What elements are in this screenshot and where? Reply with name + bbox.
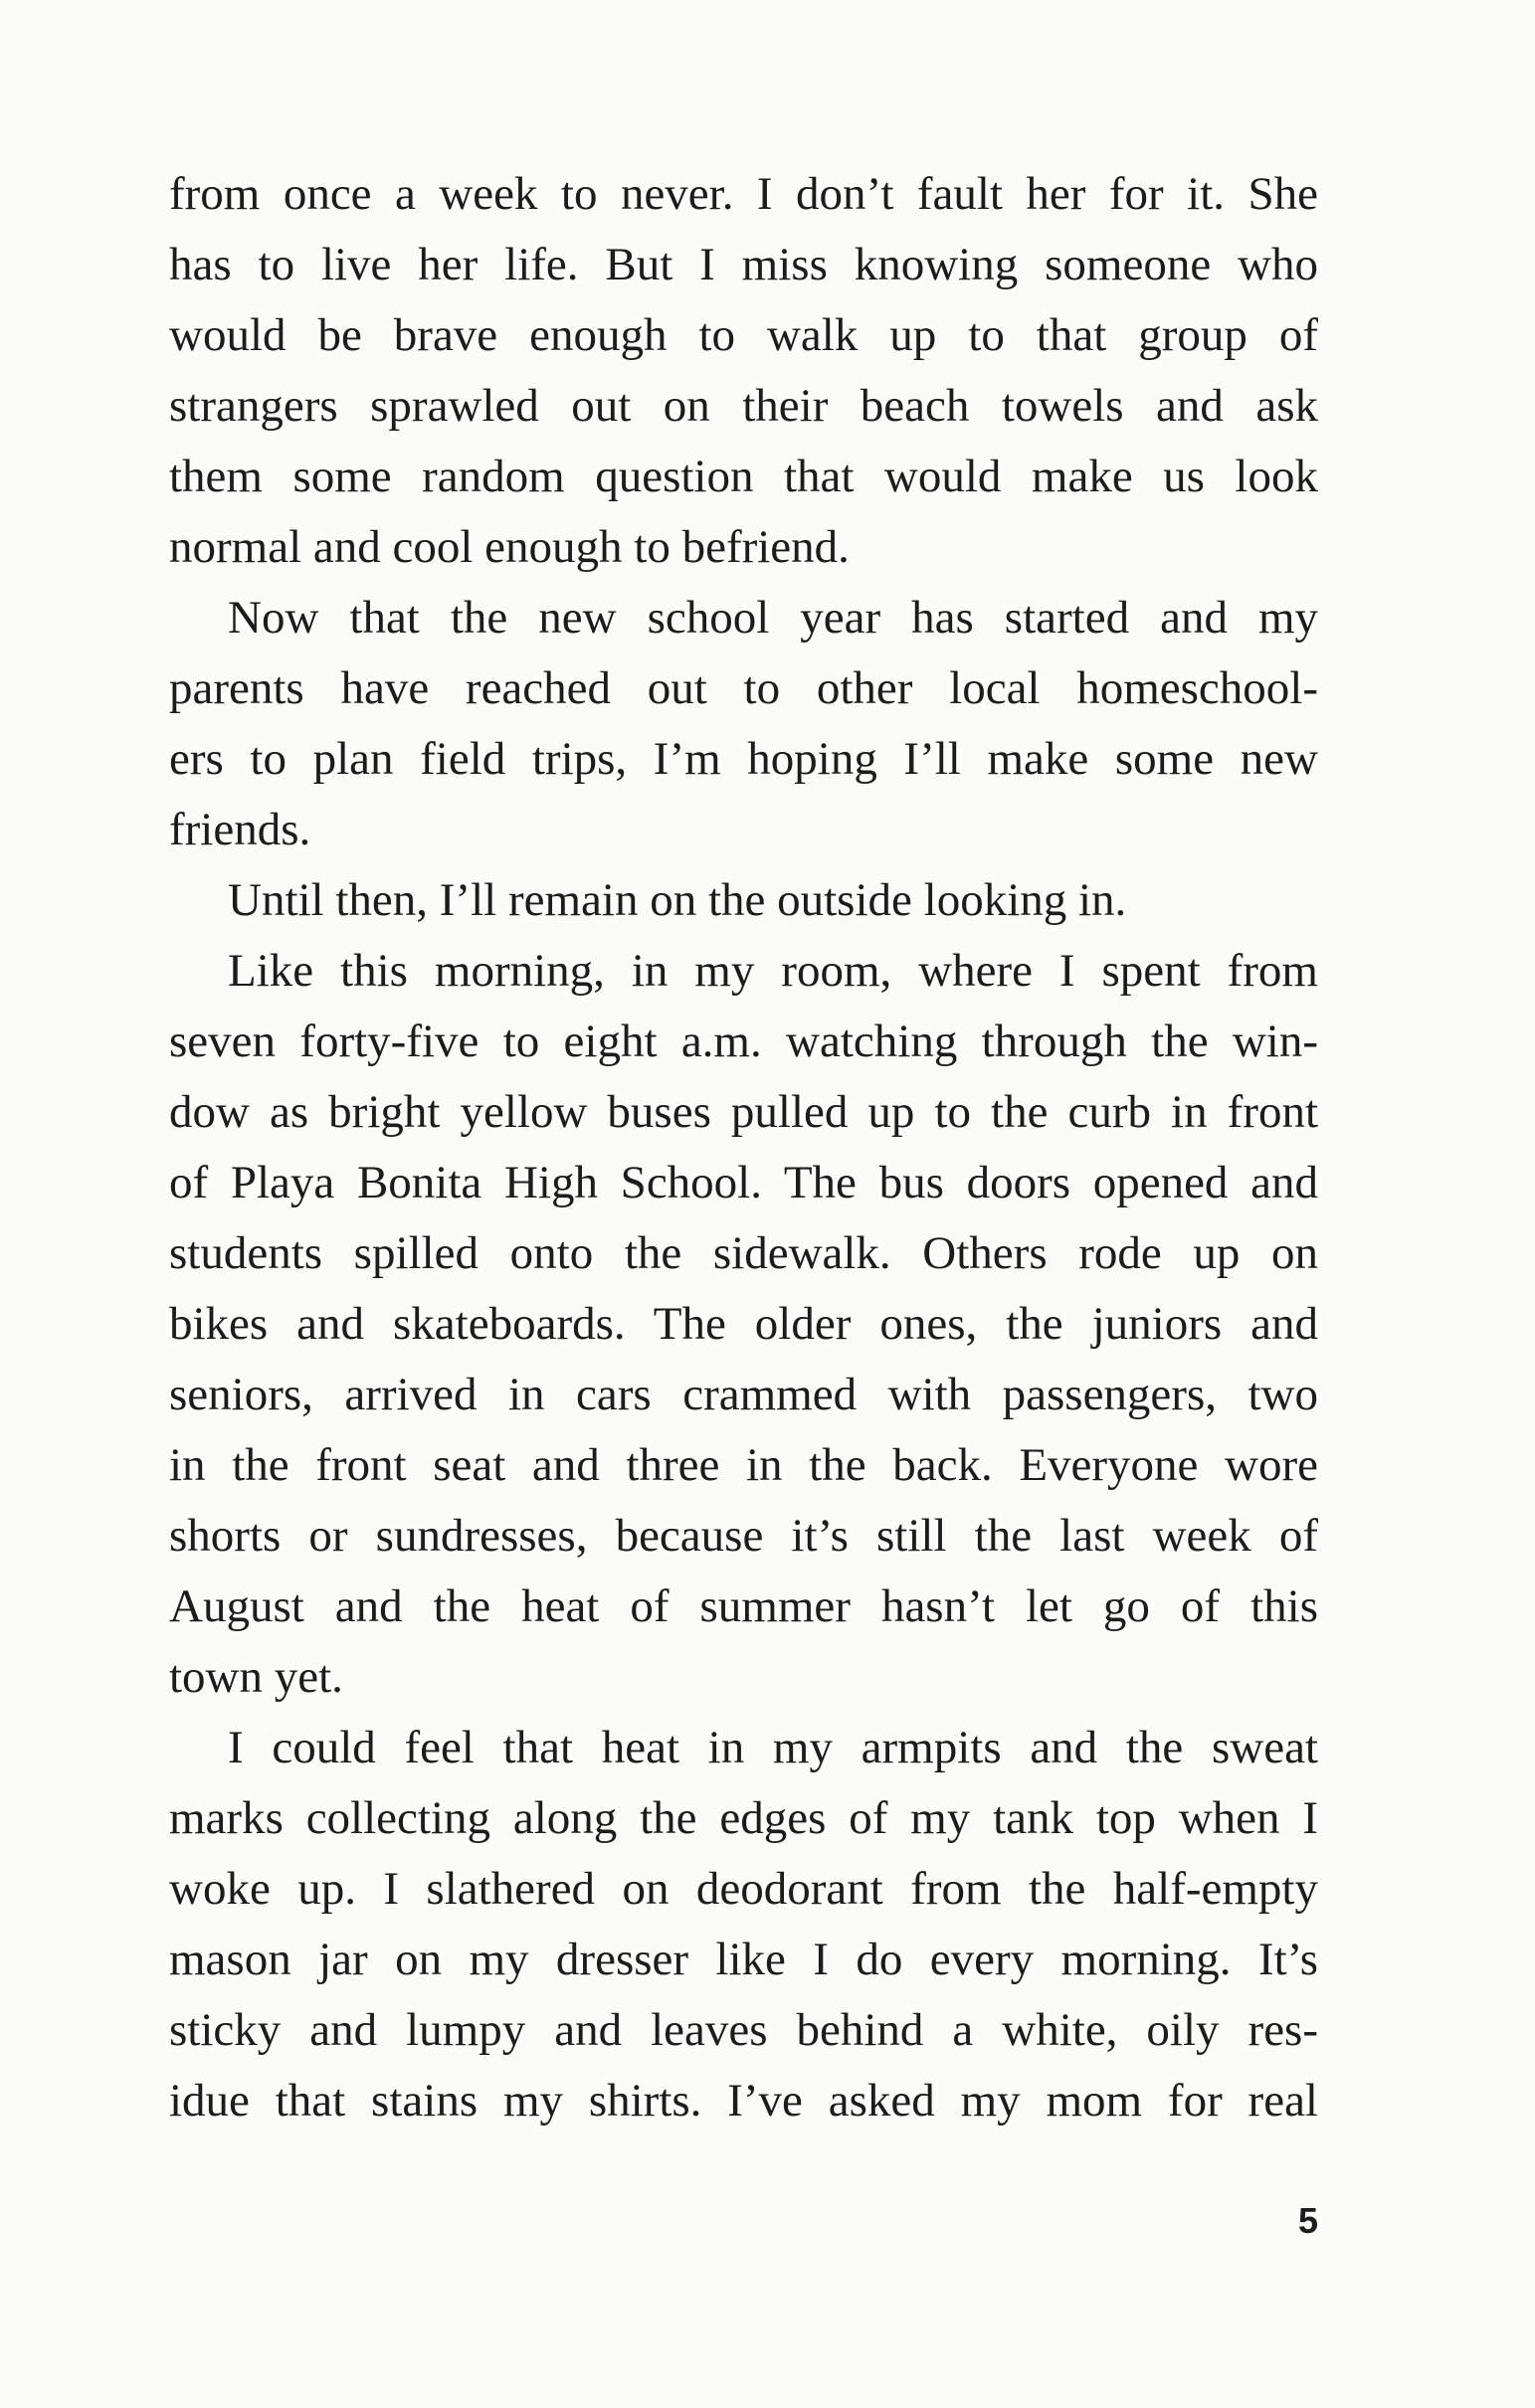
text-line: mason jar on my dresser like I do every morning. It’s (169, 1934, 1318, 1985)
text-line: seven forty-five to eight a.m. watching through the win- (169, 1016, 1318, 1067)
text-line: idue that stains my shirts. I’ve asked my mom for real (169, 2075, 1318, 2127)
text-line: in the front seat and three in the back. Everyone wore (169, 1439, 1318, 1491)
text-line: dow as bright yellow buses pulled up to the curb in front (169, 1086, 1318, 1138)
text-line: ers to plan field trips, I’m hoping I’ll make some new (169, 733, 1318, 785)
text-line: friends. (169, 804, 311, 855)
text-line: marks collecting along the edges of my tank top when I (169, 1792, 1318, 1844)
text-line: woke up. I slathered on deodorant from the half-empty (169, 1863, 1318, 1915)
text-line: Now that the new school year has started and my (228, 592, 1318, 644)
text-line: has to live her life. But I miss knowing someone who (169, 239, 1318, 290)
text-line: strangers sprawled out on their beach towels and ask (169, 380, 1318, 432)
text-line: August and the heat of summer hasn’t let go of this (169, 1580, 1318, 1632)
text-line: bikes and skateboards. The older ones, the juniors and (169, 1298, 1318, 1350)
text-line: shorts or sundresses, because it’s still the last week of (169, 1510, 1318, 1562)
text-line: seniors, arrived in cars crammed with passengers, two (169, 1369, 1318, 1420)
text-line: Like this morning, in my room, where I spent from (228, 945, 1318, 997)
text-line: from once a week to never. I don’t fault her for it. She (169, 168, 1318, 220)
text-line: would be brave enough to walk up to that group of (169, 309, 1318, 361)
body-text (169, 159, 1318, 2136)
text-line: Until then, I’ll remain on the outside looking in. (228, 874, 1127, 926)
text-line: town yet. (169, 1651, 343, 1703)
text-line: them some random question that would make us look (169, 451, 1318, 502)
page-number: 5 (1297, 2200, 1318, 2241)
text-line: students spilled onto the sidewalk. Others rode up on (169, 1227, 1318, 1279)
text-line: of Playa Bonita High School. The bus doors opened and (169, 1157, 1318, 1208)
text-line: I could feel that heat in my armpits and the sweat (228, 1722, 1318, 1773)
text-line: sticky and lumpy and leaves behind a white, oily res- (169, 2004, 1318, 2056)
text-line: normal and cool enough to befriend. (169, 521, 850, 573)
text-line: parents have reached out to other local homeschool- (169, 662, 1318, 714)
